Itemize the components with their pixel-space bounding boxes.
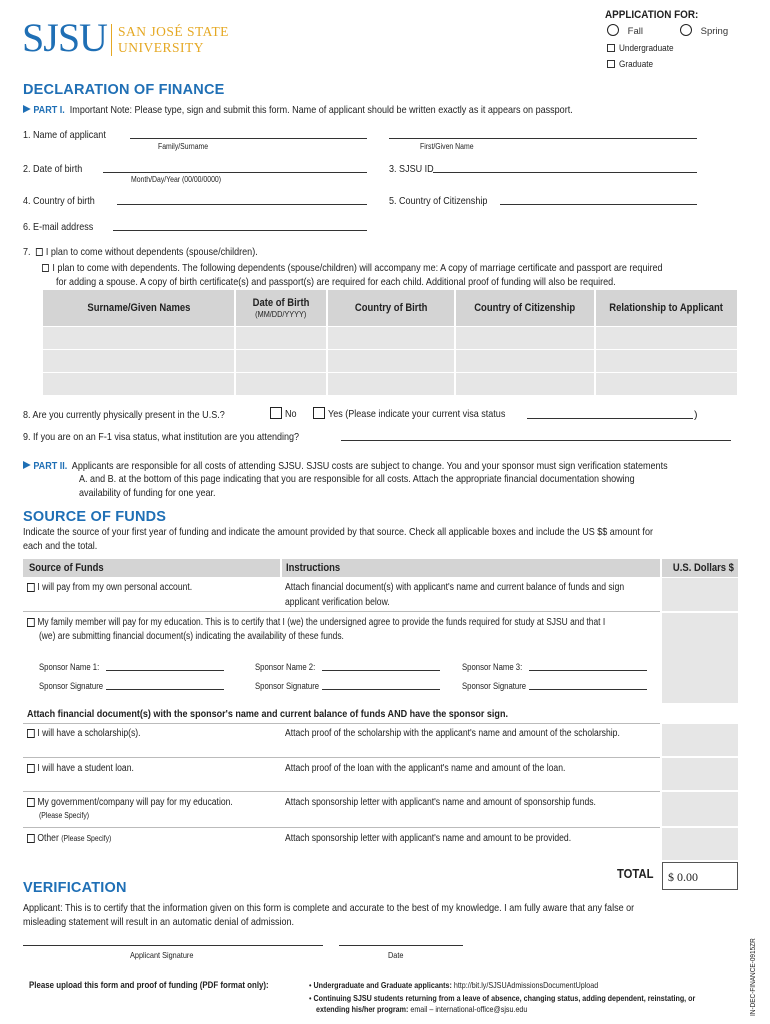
dollar-family[interactable] [662,613,738,703]
source-intro-2: each and the total. [23,540,98,552]
government-checkbox[interactable] [27,798,35,807]
row-divider [23,723,660,724]
sponsor-name-3-field[interactable] [529,670,647,671]
logo-line-2: UNIVERSITY [118,40,204,55]
other-option[interactable] [27,833,111,844]
part-arrow-icon [23,461,31,469]
q8-yes-option[interactable] [313,407,534,420]
dep-col-relationship [596,290,737,326]
logo-wordmark: SJSU [22,15,107,60]
dep-cell[interactable] [456,350,594,372]
family-name-field[interactable] [130,138,367,139]
dollar-personal[interactable] [662,578,738,611]
upload-bullet-1 [309,980,598,990]
institution-field[interactable] [341,440,731,441]
other-instr: Attach sponsorship letter with applicant's name and amount to be provided. [285,833,572,844]
dep-cell[interactable] [456,327,594,349]
dep-cell[interactable] [456,373,594,395]
logo-line-1: SAN JOSÉ STATE [118,24,229,39]
spring-label: Spring [700,26,729,37]
dep-col-dob-label: Date of Birth [252,297,310,309]
loan-option[interactable] [27,763,134,774]
dep-col-citizenship-label: Country of Citizenship [474,302,576,314]
graduate-label: Graduate [619,59,654,70]
spring-radio[interactable] [680,24,692,36]
q8-yes-label: Yes (Please indicate your current visa status [328,408,506,420]
q5-label: 5. Country of Citizenship [389,195,488,207]
dep-col-dob-sub: (MM/DD/YYYY) [255,309,307,319]
q7-option-a[interactable] [23,246,258,258]
dep-cell[interactable] [43,350,234,372]
upload-link[interactable]: http://bit.ly/SJSUAdmissionsDocumentUpload [451,980,599,990]
given-name-field[interactable] [389,138,697,139]
part1-label: PART I. [33,104,65,116]
loan-checkbox[interactable] [27,764,35,773]
loan-instr: Attach proof of the loan with the applicant's name and amount of the loan. [285,763,566,774]
personal-account-label: I will pay from my own personal account. [37,582,193,593]
col-source [23,559,280,577]
part1-note [23,104,573,116]
row-divider [23,827,660,828]
spring-option[interactable] [680,24,728,37]
sponsor-name-1-label: Sponsor Name 1: [39,662,100,672]
q7a-checkbox[interactable] [36,248,43,256]
col-instructions [282,559,660,577]
q4-label: 4. Country of birth [23,195,95,207]
other-specify: (Please Specify) [61,834,112,843]
country-birth-field[interactable] [117,204,367,205]
family-checkbox[interactable] [27,618,35,627]
personal-account-option[interactable] [27,582,192,593]
sjsu-logo [22,15,107,60]
dep-cell[interactable] [236,327,326,349]
application-for-label: APPLICATION FOR: [605,9,699,21]
applicant-signature-caption: Applicant Signature [130,950,194,960]
q7b-checkbox[interactable] [42,264,49,272]
q8-yes-checkbox[interactable] [313,407,325,419]
dep-col-country-birth-label: Country of Birth [354,302,428,314]
bullet-icon: • [309,980,312,990]
part2-text-1: Applicants are responsible for all costs of attending SJSU. SJSU costs are subject to change. You and your sponsor must sign verification statements [71,460,668,472]
country-citizenship-field[interactable] [500,204,697,205]
verification-title: VERIFICATION [23,880,127,896]
dep-col-relationship-label: Relationship to Applicant [609,302,724,314]
bullet-3-bold: extending his/her program: [316,1004,409,1014]
part2-line2: A. and B. at the bottom of this page indicating that you are responsible for all costs. Attach the appropriate financial documentation showing [79,473,635,485]
sponsor-name-3-label: Sponsor Name 3: [462,662,523,672]
part2-line3: availability of funding for one year. [79,487,216,499]
dep-cell[interactable] [328,350,454,372]
col-dollars [662,559,738,577]
verification-text-2: misleading statement will result in an automatic denial of admission. [23,916,295,928]
scholarship-checkbox[interactable] [27,729,35,738]
other-checkbox[interactable] [27,834,35,843]
scholarship-option[interactable] [27,728,141,739]
scholarship-instr: Attach proof of the scholarship with the applicant's name and amount of the scholarship. [285,728,620,739]
dep-cell[interactable] [596,327,737,349]
q8-close-paren: ) [694,409,698,421]
government-specify: (Please Specify) [39,811,90,820]
personal-instr-1: Attach financial document(s) with applicant's name and current balance of funds and sign [285,582,625,593]
date-field[interactable] [339,945,463,946]
logo-divider [111,24,112,56]
bullet-2-bold: Continuing SJSU students returning from a leave of absence, changing status, adding dependent, reinstating, or [313,993,696,1003]
sponsor-name-2-label: Sponsor Name 2: [255,662,316,672]
dep-col-dob [236,290,326,326]
q8-no-label: No [285,408,297,420]
source-of-funds-title: SOURCE OF FUNDS [23,509,167,525]
attach-sponsor-note: Attach financial document(s) with the sponsor's name and current balance of funds AND have the sponsor sign. [27,708,508,720]
dep-col-name-label: Surname/Given Names [86,302,191,314]
sponsor-name-1-field[interactable] [106,670,224,671]
sjsu-id-field[interactable] [433,172,697,173]
q1-label: 1. Name of applicant [23,129,106,141]
total-value: $ 0.00 [668,870,698,884]
dep-col-name [43,290,234,326]
q3-label: 3. SJSU ID [389,163,434,175]
upload-bullet-3 [316,1004,527,1014]
q7-option-b[interactable] [42,262,663,274]
family-text-2: (we) are submitting financial document(s) indicating the availability of these funds. [39,631,344,642]
part2-line1 [23,460,668,472]
personal-instr-2: applicant verification below. [285,597,390,608]
source-intro-1: Indicate the source of your first year of funding and indicate the amount provided by that source. Check all applicable boxes and include the US $$ amount for [23,526,653,538]
part-arrow-icon [23,105,31,113]
part1-note-text: Important Note: Please type, sign and submit this form. Name of applicant should be written exactly as it appears on passport. [69,104,573,116]
scholarship-label: I will have a scholarship(s). [37,728,141,739]
sponsor-sig-1-field[interactable] [106,689,224,690]
dep-cell[interactable] [43,373,234,395]
government-instr: Attach sponsorship letter with applicant's name and amount of sponsorship funds. [285,797,596,808]
fall-radio[interactable] [607,24,619,36]
loan-label: I will have a student loan. [37,763,134,774]
graduate-checkbox[interactable] [607,60,615,68]
bullet-1-bold: Undergraduate and Graduate applicants: [313,980,452,990]
row-divider [23,791,660,792]
family-name-caption: Family/Surname [158,142,209,151]
family-option[interactable] [27,617,605,628]
col-source-label: Source of Funds [29,562,104,574]
q7b-text: I plan to come with dependents. The following dependents (spouse/children) will accompany me: A copy of marriage certificate and passport are required [52,262,663,274]
page-title: DECLARATION OF FINANCE [23,82,225,98]
q8-no-checkbox[interactable] [270,407,282,419]
q2-label: 2. Date of birth [23,163,83,175]
bullet-icon: • [309,993,312,1003]
date-caption: Date [388,950,404,960]
undergraduate-checkbox[interactable] [607,44,615,52]
email-link[interactable]: email – international-office@sjsu.edu [408,1004,528,1014]
upload-instruction: Please upload this form and proof of funding (PDF format only): [29,980,269,990]
fall-option[interactable] [607,24,643,37]
dollar-scholarship[interactable] [662,724,738,756]
dob-field[interactable] [103,172,367,173]
email-field[interactable] [113,230,367,231]
q9-label: 9. If you are on an F-1 visa status, what institution are you attending? [23,431,300,443]
sponsor-sig-2-field[interactable] [322,689,440,690]
q7-number: 7. [23,246,31,258]
dep-cell[interactable] [43,327,234,349]
undergraduate-label: Undergraduate [619,43,674,54]
col-dollars-label: U.S. Dollars $ [673,562,734,574]
logo-university-name [118,24,229,56]
q8-label: 8. Are you currently physically present in the U.S.? [23,409,225,421]
dep-cell[interactable] [596,373,737,395]
undergraduate-option[interactable] [607,43,682,54]
personal-account-checkbox[interactable] [27,583,35,592]
applicant-signature-field[interactable] [23,945,323,946]
q7a-text: I plan to come without dependents (spouse/children). [45,246,258,258]
other-label: Other [37,833,59,844]
dollar-government[interactable] [662,792,738,826]
sponsor-sig-1-label: Sponsor Signature [39,681,104,691]
dep-cell[interactable] [596,350,737,372]
dep-col-citizenship [456,290,594,326]
family-text-1: My family member will pay for my education. This is to certify that I (we) the undersigned agree to provide the funds required for study at SJSU and that I [37,617,606,628]
sponsor-sig-3-field[interactable] [529,689,647,690]
upload-bullet-2 [309,993,695,1003]
dep-cell[interactable] [236,350,326,372]
government-label: My government/company will pay for my education. [37,797,233,808]
given-name-caption: First/Given Name [420,142,474,151]
dollar-other[interactable] [662,828,738,860]
verification-text-1: Applicant: This is to certify that the information given on this form is complete and accurate to the best of my knowledge. I am fully aware that any false or [23,902,635,914]
form-code: IN-DEC-FINANCE-0915ZR [748,938,757,1016]
dollar-loan[interactable] [662,758,738,790]
sponsor-sig-2-label: Sponsor Signature [255,681,320,691]
government-option[interactable] [27,797,233,808]
q8-no-option[interactable] [270,407,298,420]
total-label: TOTAL [617,867,654,881]
fall-label: Fall [627,26,643,37]
row-divider [23,611,660,612]
dep-cell[interactable] [236,373,326,395]
dep-cell[interactable] [328,373,454,395]
part2-label: PART II. [33,460,68,472]
q6-label: 6. E-mail address [23,221,94,233]
visa-status-field[interactable] [527,418,693,419]
dob-caption: Month/Day/Year (00/00/0000) [131,175,222,184]
dep-cell[interactable] [328,327,454,349]
row-divider [23,757,660,758]
col-instructions-label: Instructions [286,562,341,574]
q7-option-b-cont: for adding a spouse. A copy of birth certificate(s) and passport(s) are required for each child. Additional proof of funding will also be required. [56,276,616,288]
sponsor-name-2-field[interactable] [322,670,440,671]
sponsor-sig-3-label: Sponsor Signature [462,681,527,691]
dep-col-country-birth [328,290,454,326]
graduate-option[interactable] [607,59,659,70]
